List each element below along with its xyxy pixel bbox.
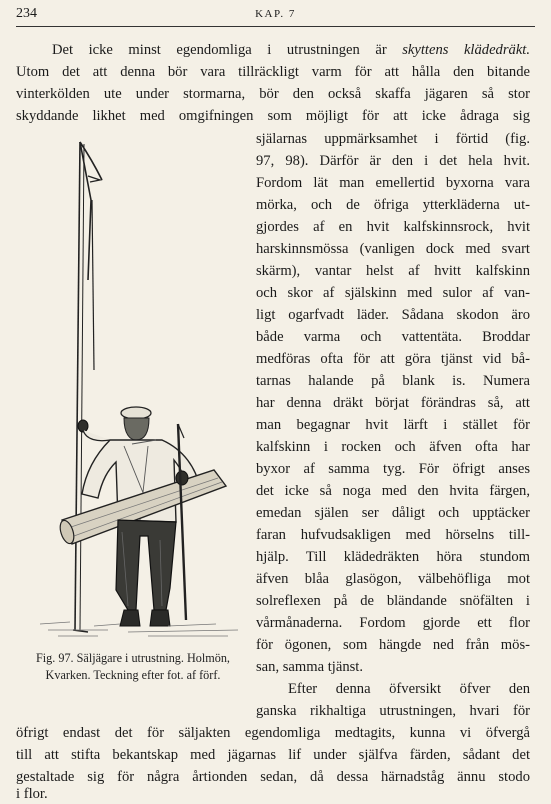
figure-caption-line: Kvarken. Teckning efter fot. af förf. <box>45 668 221 682</box>
text-line: för ögonen, som hängde ned från mös- <box>256 637 530 653</box>
text-line: ganska rikhaltiga utrustningen, hvari för <box>256 703 530 719</box>
running-header <box>16 4 535 27</box>
text-line: det icke så noga med den hvita färgen, <box>256 483 530 499</box>
text-line: medföras ofta för att göra tjänst vid bå- <box>256 351 530 367</box>
text-line: Utom det att denna bör vara tillräckligt varm för att hålla den bitande <box>16 64 530 80</box>
text-run: Det icke minst egendomliga i utrustningen är <box>52 42 403 58</box>
text-line: själarnas uppmärksamhet i förtid (fig. <box>256 131 530 147</box>
figure-caption-line: Fig. 97. Säljägare i utrustning. Holmön, <box>36 651 230 665</box>
text-line: i flor. <box>16 786 48 802</box>
text-line: man begagnar hvit lärft i stället för <box>256 417 530 433</box>
text-line: solreflexen på de bländande snöfälten i <box>256 593 530 609</box>
text-line: san, samma tjänst. <box>256 659 364 675</box>
text-line: skärm), vantar helst af hvitt kalfskinn <box>256 263 530 279</box>
text-line: skyddande likhet med omgifningen som möjligt för att icke ådraga sig <box>16 108 530 124</box>
harpoon-pole <box>73 142 102 632</box>
text-line: 97, 98). Därför är den i det hela hvit. <box>256 153 530 169</box>
page-number: 234 <box>16 6 37 21</box>
italic-term: skyttens klädedräkt. <box>402 42 530 58</box>
text-line: ligt ogarfvadt läder. Sådana skodon äro <box>256 307 530 323</box>
text-line: mörka, och de öfriga ytterkläderna ut- <box>256 197 530 213</box>
text-line: gestaltade sig för några årtionden sedan, då dessa härnadståg ännu stodo <box>16 769 530 785</box>
text-line: tarnas halande på blank is. Numera <box>256 373 530 389</box>
figure-illustration <box>28 140 250 640</box>
text-line: kalfskinn i rocken och äfven ofta har <box>256 439 530 455</box>
text-line: byxor af samma tyg. För öfrigt anses <box>256 461 530 477</box>
text-line: hjälp. Till klädedräkten höra stundom <box>256 549 530 565</box>
text-line: harskinnsmössa (vanligen dock med svart <box>256 241 530 257</box>
text-line: till att stifta bekantskap med jägarnas lif under själfva färden, sådant det <box>16 747 530 763</box>
text-line: och skor af själskinn med sulor af van- <box>256 285 530 301</box>
text-line: vinterkölden ute under stormarna, bör den också skaffa jägaren så stor <box>16 86 530 102</box>
text-line: har denna dräkt börjat förändras så, att <box>256 395 530 411</box>
text-line <box>52 40 530 60</box>
text-line: Fordom lät man emellertid byxorna vara <box>256 175 530 191</box>
text-line: öfrigt endast det för säljakten egendomliga medtagits, kunna vi öfvergå <box>16 725 530 741</box>
text-line: faran hufvudsakligen med hörselns till- <box>256 527 530 543</box>
text-line: emedan själen ser dåligt och upptäcker <box>256 505 530 521</box>
text-line: Efter denna öfversikt öfver den <box>288 681 530 697</box>
hunter-figure <box>58 407 226 626</box>
text-line: gjordes af en hvit kalfskinnsrock, hvit <box>256 219 530 235</box>
chapter-heading: KAP. 7 <box>255 8 296 20</box>
text-line: vårmånaderna. Fordom gjorde ett flor <box>256 615 530 631</box>
text-line: äfven blåa glasögon, välbehöfliga mot <box>256 571 530 587</box>
text-line: både varma och vattentäta. Broddar <box>256 329 530 345</box>
